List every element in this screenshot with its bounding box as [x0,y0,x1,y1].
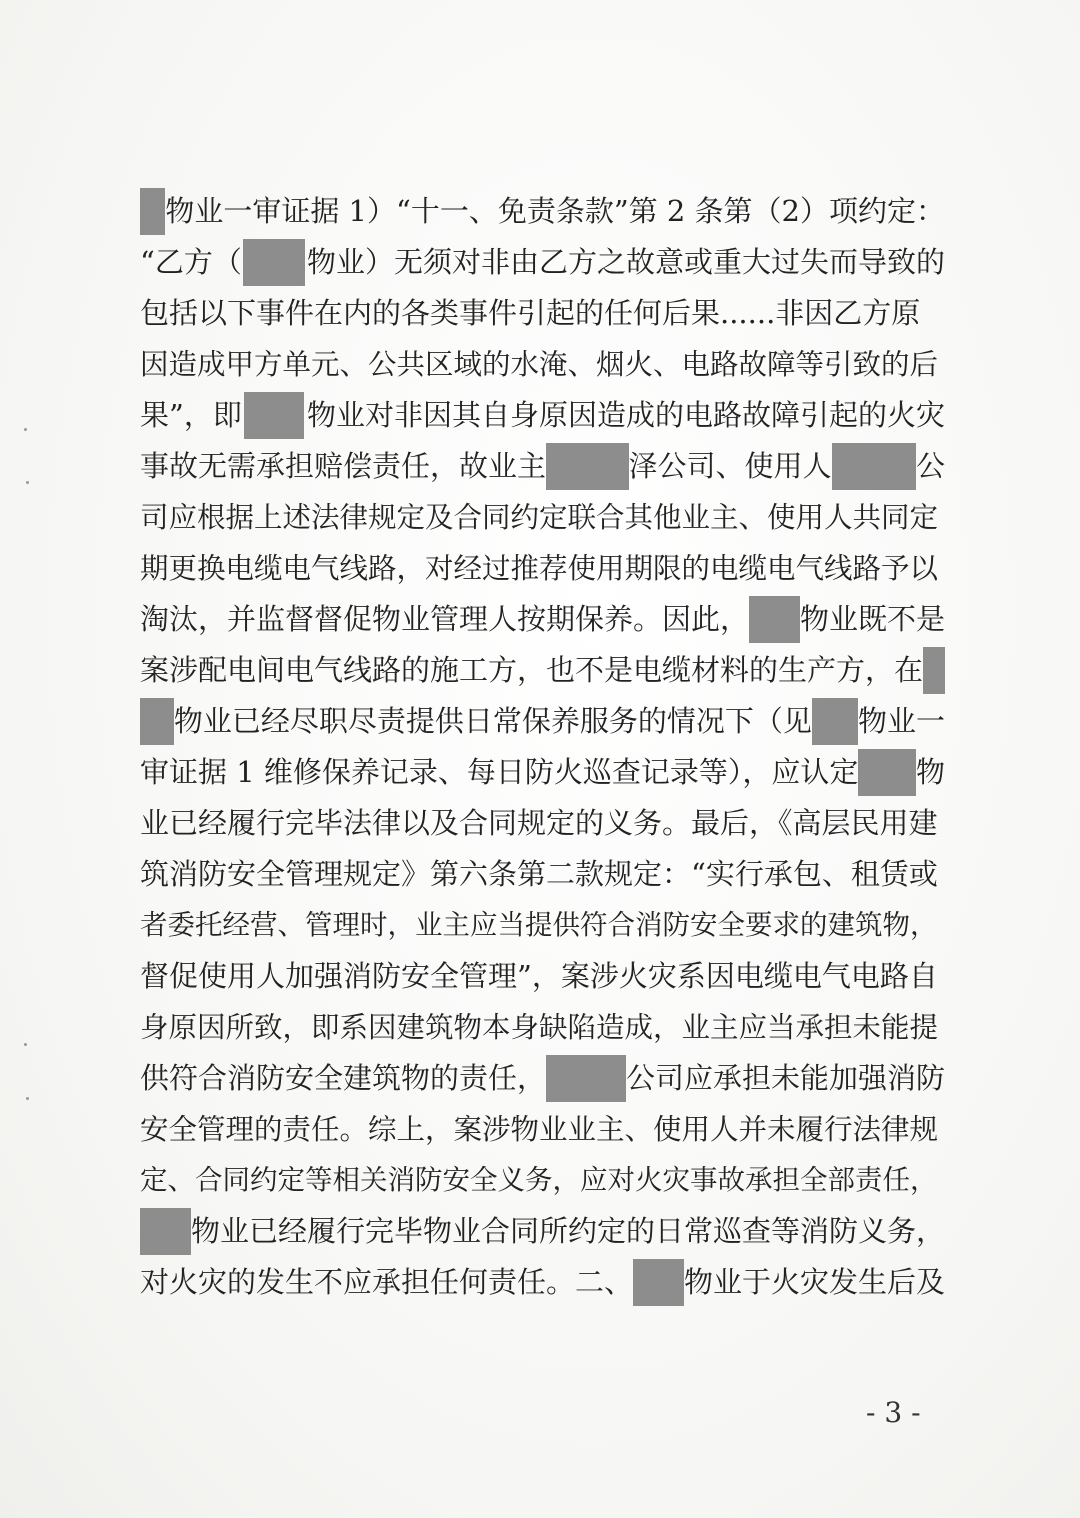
text-segment: 筑消防安全管理规定》第六条第二款规定：“实行承包、租赁或 [140,857,938,891]
text-segment: 泽公司、使用人 [628,449,832,483]
text-line [140,441,945,492]
text-segment: 物业于火灾发生后及 [683,1265,945,1299]
text-line [140,798,945,849]
text-segment: 物 [915,755,945,789]
redaction-box [633,1259,684,1306]
scan-speck [24,428,27,431]
text-line [140,696,945,747]
redaction-box [749,596,800,643]
text-segment: 对火灾的发生不应承担任何责任。二、 [140,1265,634,1299]
redaction-box [243,239,305,286]
redaction-box [812,698,858,745]
redaction-box [140,698,174,745]
text-segment: 期更换电缆电气线路，对经过推荐使用期限的电缆电气线路予以 [140,552,939,585]
text-line [140,1104,945,1155]
text-line [140,900,945,951]
text-segment: 淘汰，并监督督促物业管理人按期保养。因此， [140,602,750,636]
text-segment: 物业一审证据 1）“十一、免责条款”第 2 条第（2）项约定： [165,194,945,228]
text-segment: 身原因所致，即系因建筑物本身缺陷造成，业主应当承担未能提 [140,1011,939,1044]
text-segment: 果”，即 [140,398,242,432]
text-segment: 物业已经尽职尽责提供日常保养服务的情况下（见 [173,704,812,738]
text-line [140,1155,945,1206]
text-line [140,543,945,594]
text-segment: 物业已经履行完毕物业合同所约定的日常巡查等消防义务， [190,1214,945,1248]
text-segment: 审证据 1 维修保养记录、每日防火巡查记录等），应认定 [140,755,859,789]
text-segment: “乙方（ [140,245,242,279]
text-segment: 因造成甲方单元、公共区域的水淹、烟火、电路故障等引致的后 [140,348,939,381]
text-line [140,849,945,900]
text-line [140,492,945,543]
text-segment: 物业一 [857,704,945,738]
scan-speck [24,1043,27,1046]
text-segment: 包括以下事件在内的各类事件引起的任何后果......非因乙方原 [140,296,921,330]
redaction-box [546,443,629,490]
text-segment: 安全管理的责任。综上，案涉物业业主、使用人并未履行法律规 [140,1113,939,1146]
redaction-box [832,443,916,490]
redaction-box [140,188,165,235]
text-segment: 公司应承担未能加强消防 [625,1061,945,1095]
redaction-box [244,392,304,439]
text-line [140,1257,945,1308]
text-segment: 督促使用人加强消防安全管理”，案涉火灾系因电缆电气电路自 [140,959,938,993]
text-line [140,390,945,441]
text-line [140,339,945,390]
text-line [140,951,945,1002]
text-segment: 司应根据上述法律规定及合同约定联合其他业主、使用人共同定 [140,501,939,534]
text-line [140,1002,945,1053]
redaction-box [923,647,945,694]
text-segment: 供符合消防安全建筑物的责任， [140,1061,547,1095]
text-segment: 者委托经营、管理时，业主应当提供符合消防安全要求的建筑物， [140,909,938,941]
scan-speck [26,1097,29,1100]
text-segment: 定、合同约定等相关消防安全义务，应对火灾事故承担全部责任， [140,1164,938,1196]
page-number: - 3 - [866,1396,921,1429]
text-segment: 事故无需承担赔偿责任，故业主 [140,449,547,483]
redaction-box [858,749,916,796]
text-line [140,747,945,798]
text-line [140,1206,945,1257]
text-segment: 案涉配电间电气线路的施工方，也不是电缆材料的生产方，在 [140,653,924,687]
text-line [140,186,945,237]
scan-speck [26,481,29,484]
text-segment: 公 [915,449,945,483]
redaction-box [546,1055,626,1102]
text-segment: 物业对非因其自身原因造成的电路故障引起的火灾 [306,398,945,432]
text-line [140,1053,945,1104]
text-segment: 业已经履行完毕法律以及合同规定的义务。最后，《高层民用建 [140,806,938,840]
text-line [140,645,945,696]
text-segment: 物业）无须对非由乙方之故意或重大过失而导致的 [306,245,945,279]
text-line [140,594,945,645]
document-body [140,186,945,1308]
text-line [140,237,945,288]
text-line [140,288,945,339]
redaction-box [140,1208,191,1255]
text-segment: 物业既不是 [799,602,945,636]
